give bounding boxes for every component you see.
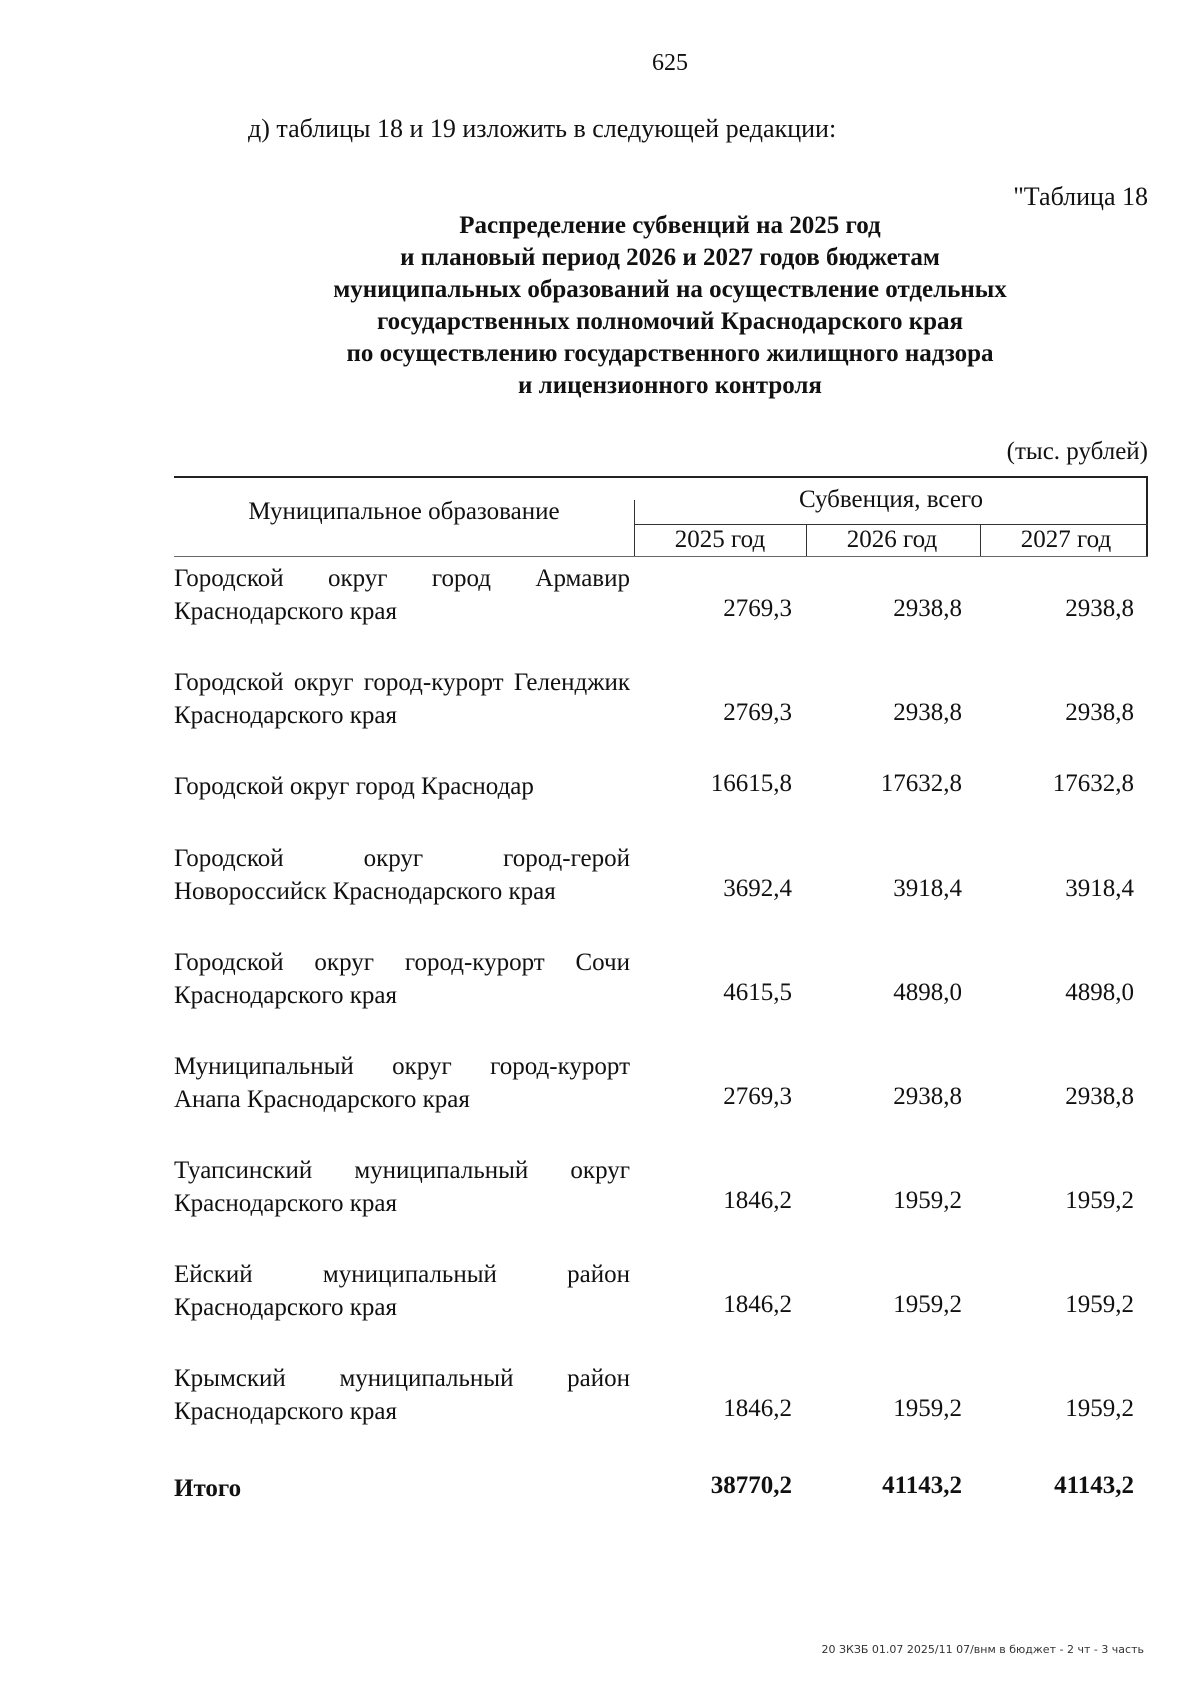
row-value-2026: 4898,0 bbox=[893, 979, 962, 1006]
row-value-2027: 1959,2 bbox=[1065, 1187, 1134, 1214]
row-value-2027: 2938,8 bbox=[1065, 595, 1134, 622]
title-line: и лицензионного контроля bbox=[518, 372, 822, 399]
table-row bbox=[174, 946, 1148, 1050]
row-name: Городской округ город-курорт Геленджик Краснодарского края bbox=[174, 669, 630, 729]
row-value-2025: 2769,3 bbox=[723, 595, 792, 622]
table-row bbox=[174, 1258, 1148, 1362]
table-title bbox=[200, 210, 1140, 402]
row-value-2027: 1959,2 bbox=[1065, 1291, 1134, 1318]
instruction-text: д) таблицы 18 и 19 изложить в следующей редакции: bbox=[248, 114, 837, 143]
row-value-2025: 16615,8 bbox=[710, 770, 792, 797]
header-year-2025: 2025 год bbox=[674, 526, 766, 553]
row-value-2025: 4615,5 bbox=[723, 979, 792, 1006]
table-row bbox=[174, 1362, 1148, 1466]
row-name: Городской округ город-курорт Сочи Краснодарского края bbox=[174, 949, 630, 1009]
row-value-2026: 2938,8 bbox=[893, 699, 962, 726]
row-value-2027: 2938,8 bbox=[1065, 699, 1134, 726]
total-value-2026: 41143,2 bbox=[882, 1472, 962, 1499]
total-value-2025: 38770,2 bbox=[710, 1472, 792, 1499]
row-name: Муниципальный округ город-курорт Анапа Краснодарского края bbox=[174, 1053, 630, 1113]
table-row bbox=[174, 562, 1148, 666]
row-value-2027: 17632,8 bbox=[1052, 770, 1134, 797]
row-name: Городской округ город Армавир Краснодарского края bbox=[174, 565, 630, 625]
row-value-2026: 17632,8 bbox=[880, 770, 962, 797]
table-row bbox=[174, 770, 1148, 842]
row-name: Ейский муниципальный район Краснодарского края bbox=[174, 1261, 630, 1321]
row-value-2027: 3918,4 bbox=[1065, 875, 1134, 902]
title-line: Распределение субвенций на 2025 год bbox=[459, 212, 881, 239]
header-divider bbox=[174, 556, 1148, 557]
row-name: Городской округ город Краснодар bbox=[174, 773, 534, 800]
header-municipality: Муниципальное образование bbox=[248, 498, 560, 525]
header-subvention-total: Субвенция, всего bbox=[798, 486, 984, 513]
row-value-2025: 2769,3 bbox=[723, 699, 792, 726]
units-label: (тыс. рублей) bbox=[1006, 438, 1148, 465]
title-line: муниципальных образований на осуществление отдельных bbox=[333, 276, 1007, 303]
row-value-2026: 2938,8 bbox=[893, 595, 962, 622]
table-row bbox=[174, 842, 1148, 946]
row-value-2025: 2769,3 bbox=[723, 1083, 792, 1110]
total-value-2027: 41143,2 bbox=[1054, 1472, 1134, 1499]
row-value-2026: 1959,2 bbox=[893, 1291, 962, 1318]
subvention-table bbox=[174, 476, 1148, 1502]
table-header bbox=[174, 476, 1148, 558]
total-row bbox=[174, 1472, 1148, 1512]
header-divider bbox=[174, 476, 1148, 478]
header-divider bbox=[634, 524, 1148, 525]
title-line: и плановый период 2026 и 2027 годов бюджетам bbox=[400, 244, 940, 271]
row-value-2027: 1959,2 bbox=[1065, 1395, 1134, 1422]
table-row bbox=[174, 1154, 1148, 1258]
row-value-2027: 4898,0 bbox=[1065, 979, 1134, 1006]
header-year-2027: 2027 год bbox=[1020, 526, 1112, 553]
row-value-2026: 1959,2 bbox=[893, 1395, 962, 1422]
row-value-2026: 2938,8 bbox=[893, 1083, 962, 1110]
total-label: Итого bbox=[174, 1475, 242, 1502]
row-value-2027: 2938,8 bbox=[1065, 1083, 1134, 1110]
row-value-2025: 1846,2 bbox=[723, 1395, 792, 1422]
row-name: Туапсинский муниципальный округ Краснодарского края bbox=[174, 1157, 630, 1217]
table-row bbox=[174, 1050, 1148, 1154]
table-body bbox=[174, 562, 1148, 1512]
row-value-2025: 1846,2 bbox=[723, 1291, 792, 1318]
row-value-2026: 1959,2 bbox=[893, 1187, 962, 1214]
row-value-2026: 3918,4 bbox=[893, 875, 962, 902]
header-year-2026: 2026 год bbox=[846, 526, 938, 553]
table-row bbox=[174, 666, 1148, 770]
row-name: Крымский муниципальный район Краснодарского края bbox=[174, 1365, 630, 1425]
page-number: 625 bbox=[652, 50, 688, 76]
row-value-2025: 1846,2 bbox=[723, 1187, 792, 1214]
title-line: по осуществлению государственного жилищного надзора bbox=[346, 340, 994, 367]
footer-code: 20 ЗКЗБ 01.07 2025/11 07/внм в бюджет - 2 чт - 3 часть bbox=[821, 1643, 1144, 1656]
title-line: государственных полномочий Краснодарского края bbox=[376, 308, 964, 335]
row-name: Городской округ город-герой Новороссийск Краснодарского края bbox=[174, 845, 630, 905]
table-label: "Таблица 18 bbox=[1013, 182, 1148, 211]
row-value-2025: 3692,4 bbox=[723, 875, 792, 902]
